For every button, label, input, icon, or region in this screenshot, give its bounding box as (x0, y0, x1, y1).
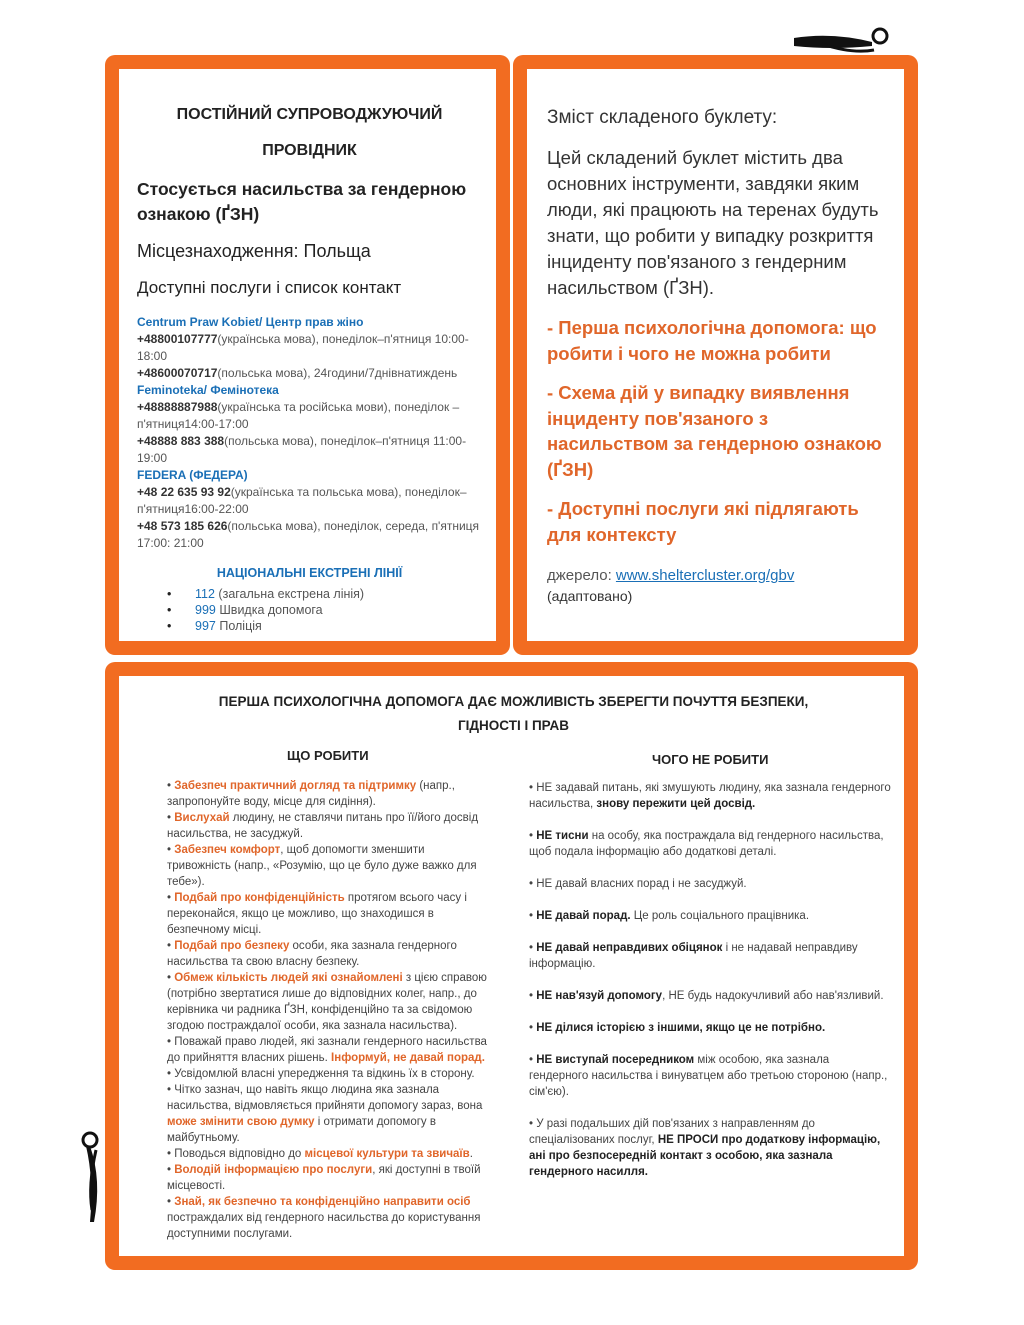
do-item: • Подбай про конфіденційність протягом всього часу і переконайся, якщо це можливо, що знаходишся в безпечному місці. (167, 892, 467, 936)
bold-text: НЕ нав'язуй допомогу (536, 990, 663, 1002)
do-list (167, 778, 489, 1242)
bold-text: НЕ ділися історією з іншими, якщо це не потрібно. (536, 1022, 826, 1034)
contacts-panel (105, 55, 510, 655)
item-text: , які доступні в твоїй місцевості. (167, 1164, 481, 1192)
services-heading: Доступні послуги і список контакт (137, 278, 402, 297)
dont-item: • НЕ тисни на особу, яка постраждала від гендерного насильства, щоб подала інформацію або додаткові деталі. (529, 830, 884, 858)
bold-text: НЕ давай неправдивих обіцянок (536, 942, 723, 954)
phone-number[interactable]: +48888887988 (137, 400, 218, 414)
bold-text: НЕ тисни (536, 830, 589, 842)
title-line-2: ПРОВІДНИК (262, 142, 357, 159)
item-text: і не надавай неправдиву інформацію. (529, 942, 858, 970)
highlight: Подбай про безпеку (174, 940, 290, 952)
do-item: • Забезпеч комфорт, щоб допомогти зменшити тривожність (напр., «Розумію, що це було дуже важко для тебе»). (167, 844, 477, 888)
title-line-2: ГІДНОСТІ І ПРАВ (458, 718, 569, 733)
source-link[interactable]: www.sheltercluster.org/gbv (615, 567, 795, 584)
phone-number[interactable]: +48600070717 (137, 366, 218, 380)
bold-text: НЕ давай порад. (536, 910, 631, 922)
highlight: Володій інформацією про послуги (174, 1164, 373, 1176)
phone-number[interactable]: +48 22 635 93 92 (137, 485, 231, 499)
item-text: Поводься відповідно до (174, 1148, 305, 1160)
contact-info: (українська та польська мова), понеділок–п'ятниця16:00-22:00 (137, 485, 467, 516)
item-text: постраждалих від гендерного насильства до користування доступними послугами. (167, 1212, 481, 1240)
contact-line (137, 484, 482, 518)
org-name: Feminoteka/ Фемінотека (137, 383, 279, 397)
phone-number[interactable]: +48 573 185 626 (137, 519, 228, 533)
org-name: Centrum Praw Kobiet/ Центр прав жіно (137, 315, 364, 329)
scissors-icon (792, 24, 892, 58)
item-text: з цією справою (потрібно звертатися лише до відповідних колег, напр., до керівника чи радника ҐЗН, конфіденційно та за свідомою згодою постраждалої особи, яка зазнала насильства). (167, 972, 487, 1032)
scissors-icon (78, 1130, 108, 1225)
dont-item: • НЕ давай порад. Це роль соціального працівника. (529, 910, 810, 922)
item-text: У разі подальших дій пов'язаних з направленням до спеціалізованих послуг, (529, 1118, 815, 1146)
do-item: • Поводься відповідно до місцевої культури та звичаїв. (167, 1148, 473, 1160)
do-item: • Знай, як безпечно та конфіденційно направити осіб постраждалих від гендерного насильства до користування доступними послугами. (167, 1196, 481, 1240)
highlight: Забезпеч комфорт (174, 844, 281, 856)
contents-item: - Схема дій у випадку виявлення інциденту пов'язаного з насильством за гендерною ознакою (ҐЗН) (547, 382, 882, 480)
national-hotlines-heading: НАЦІОНАЛЬНІ ЕКСТРЕНІ ЛІНІЇ (216, 566, 403, 580)
contact-info: (польська мова), понеділок–п'ятниця 11:00-19:00 (137, 434, 467, 465)
contact-line (137, 331, 482, 365)
hotline-label: (загальна екстрена лінія) (218, 587, 365, 601)
do-item: • Володій інформацією про послуги, які доступні в твоїй місцевості. (167, 1164, 481, 1192)
highlight: місцевої культури та звичаїв (304, 1148, 470, 1160)
contact-info: (українська та російська мови), понеділок – п'ятниця14:00-17:00 (137, 400, 460, 431)
hotline-item (167, 618, 482, 634)
contact-line (137, 399, 482, 433)
contact-org (137, 314, 482, 382)
do-item: • Обмеж кількість людей які ознайомлені з цією справою (потрібно звертатися лише до відповідних колег, напр., до керівника чи радника ҐЗН, конфіденційно та за свідомою згодою постраждалої особи, яка зазнала насильства). (167, 972, 487, 1032)
contact-list (137, 314, 482, 552)
first-aid-title (137, 690, 890, 738)
hotline-number[interactable]: 112 (195, 587, 215, 601)
location: Місцезнаходження: Польща (137, 241, 371, 261)
contact-info: (польська мова), 24години/7днівнатиждень (217, 366, 458, 380)
hotline-label: Швидка допомога (219, 603, 323, 617)
do-item: • Усвідомлюй власні упередження та відкинь їх в сторону. (167, 1068, 475, 1080)
hotline-item (167, 602, 482, 618)
highlight: може змінити свою думку (167, 1116, 315, 1128)
source-line (547, 567, 890, 584)
bold-text: НЕ ПРОСИ про додаткову інформацію, ані про безпосередній контакт з особою, яка зазнала гендерного насилля. (529, 1134, 881, 1178)
hotline-number[interactable]: 997 (195, 619, 216, 633)
bold-text: знову пережити цей досвід. (596, 798, 756, 810)
item-text: на особу, яка постраждала від гендерного насильства, щоб подала інформацію або додаткові деталі. (529, 830, 884, 858)
contents-item: - Доступні послуги які підлягають для контексту (547, 498, 859, 545)
dont-item: • НЕ давай неправдивих обіцянок і не надавай неправдиву інформацію. (529, 942, 858, 970)
panel-title (137, 97, 482, 169)
item-text: , щоб допомогти зменшити тривожність (напр., «Розумію, що це було дуже важко для тебе»). (167, 844, 477, 888)
highlight: Вислухай (174, 812, 230, 824)
booklet-contents-panel (513, 55, 918, 655)
phone-number[interactable]: +48800107777 (137, 332, 218, 346)
item-text: НЕ давай власних порад і не засуджуй. (536, 878, 747, 890)
highlight: Інформуй, не давай порад. (331, 1052, 485, 1064)
dont-heading: ЧОГО НЕ РОБИТИ (652, 752, 769, 767)
item-text: і отримати допомогу в майбутньому. (167, 1116, 436, 1144)
contents-body: Цей складений буклет містить два основних інструменти, завдяки яким люди, які працюють на теренах будуть знати, що робити у випадку розкриття інциденту пов'язаного з гендерним насильством (ҐЗН). (547, 147, 879, 298)
first-aid-panel (105, 662, 918, 1270)
item-text: , НЕ будь надокучливий або нав'язливий. (662, 990, 884, 1002)
contact-line (137, 365, 482, 382)
item-text: особи, яка зазнала гендерного насильства та свою власну безпеку. (167, 940, 457, 968)
bold-text: НЕ виступай посередником (536, 1054, 695, 1066)
item-text: (напр., запропонуйте воду, місце для сидіння). (167, 780, 455, 808)
highlight: Подбай про конфіденційність (174, 892, 345, 904)
item-text: між особою, яка зазнала гендерного насильства і винуватцем або третьою стороною (напр., сім'єю). (529, 1054, 888, 1098)
contact-line (137, 518, 482, 552)
item-text: Чітко зазнач, що навіть якщо людина яка зазнала насильства, відмовляється прийняти допомогу зараз, вона (167, 1084, 483, 1112)
item-text: протягом всього часу і переконайся, якщо це можливо, що знаходишся в безпечному місці. (167, 892, 467, 936)
contact-info: (польська мова), понеділок, середа, п'ятниця 17:00: 21:00 (137, 519, 480, 550)
do-item: • Чітко зазнач, що навіть якщо людина яка зазнала насильства, відмовляється прийняти допомогу зараз, вона може змінити свою думку і отримати допомогу в майбутньому. (167, 1084, 483, 1144)
item-text: Усвідомлюй власні упередження та відкинь їх в сторону. (174, 1068, 475, 1080)
dont-item: • НЕ виступай посередником між особою, яка зазнала гендерного насильства і винуватцем або третьою стороною (напр., сім'єю). (529, 1054, 888, 1098)
do-item: • Вислухай людину, не ставлячи питань про її/його досвід насильства, не засуджуй. (167, 812, 479, 840)
item-text: Поважай право людей, які зазнали гендерного насильства до прийняття власних рішень. (167, 1036, 487, 1064)
do-item: • Поважай право людей, які зазнали гендерного насильства до прийняття власних рішень. Інформуй, не давай порад. (167, 1036, 487, 1064)
hotline-number[interactable]: 999 (195, 603, 216, 617)
dont-item: • НЕ ділися історією з іншими, якщо це не потрібно. (529, 1022, 826, 1034)
highlight: Забезпеч практичний догляд та підтримку (174, 780, 417, 792)
hotline-label: Поліція (219, 619, 262, 633)
contact-org (137, 467, 482, 552)
title-line-1: ПЕРША ПСИХОЛОГІЧНА ДОПОМОГА ДАЄ МОЖЛИВІСТЬ ЗБЕРЕГТИ ПОЧУТТЯ БЕЗПЕКИ, (218, 694, 809, 709)
phone-number[interactable]: +48888 883 388 (137, 434, 225, 448)
hotline-list (167, 586, 482, 634)
do-item: • Забезпеч практичний догляд та підтримку (напр., запропонуйте воду, місце для сидіння). (167, 780, 455, 808)
contact-org (137, 382, 482, 467)
dont-item: • НЕ давай власних порад і не засуджуй. (529, 878, 747, 890)
dont-item: • НЕ задавай питань, які змушують людину, яка зазнала гендерного насильства, знову пережити цей досвід. (529, 782, 891, 810)
adapted-note: (адаптовано) (547, 588, 633, 604)
source-label: джерело: (547, 567, 612, 584)
hotline-item (167, 586, 482, 602)
subtitle: Стосується насильства за гендерною ознакою (ҐЗН) (137, 179, 467, 224)
dont-list (529, 780, 891, 1196)
do-item: • Подбай про безпеку особи, яка зазнала гендерного насильства та свою власну безпеку. (167, 940, 457, 968)
contents-heading: Зміст складеного буклету: (547, 107, 778, 128)
highlight: Знай, як безпечно та конфіденційно направити осіб (174, 1196, 471, 1208)
contents-item: - Перша психологічна допомога: що робити і чого не можна робити (547, 317, 877, 364)
highlight: Обмеж кількість людей які ознайомлені (174, 972, 403, 984)
org-name: FEDERA (ФЕДЕРА) (137, 468, 248, 482)
item-text: Це роль соціального працівника. (630, 910, 810, 922)
item-text: НЕ задавай питань, які змушують людину, яка зазнала гендерного насильства, (529, 782, 891, 810)
item-text: . (469, 1148, 473, 1160)
do-heading: ЩО РОБИТИ (287, 748, 369, 763)
contact-info: (українська мова), понеділок–п'ятниця 10:00-18:00 (137, 332, 469, 363)
item-text: людину, не ставлячи питань про її/його досвід насильства, не засуджуй. (167, 812, 479, 840)
contact-line (137, 433, 482, 467)
dont-item: • У разі подальших дій пов'язаних з направленням до спеціалізованих послуг, НЕ ПРОСИ про додаткову інформацію, ані про безпосередній контакт з особою, яка зазнала гендерного насилля. (529, 1118, 881, 1178)
dont-item: • НЕ нав'язуй допомогу, НЕ будь надокучливий або нав'язливий. (529, 990, 884, 1002)
title-line-1: ПОСТІЙНИЙ СУПРОВОДЖУЮЧИЙ (176, 106, 443, 123)
